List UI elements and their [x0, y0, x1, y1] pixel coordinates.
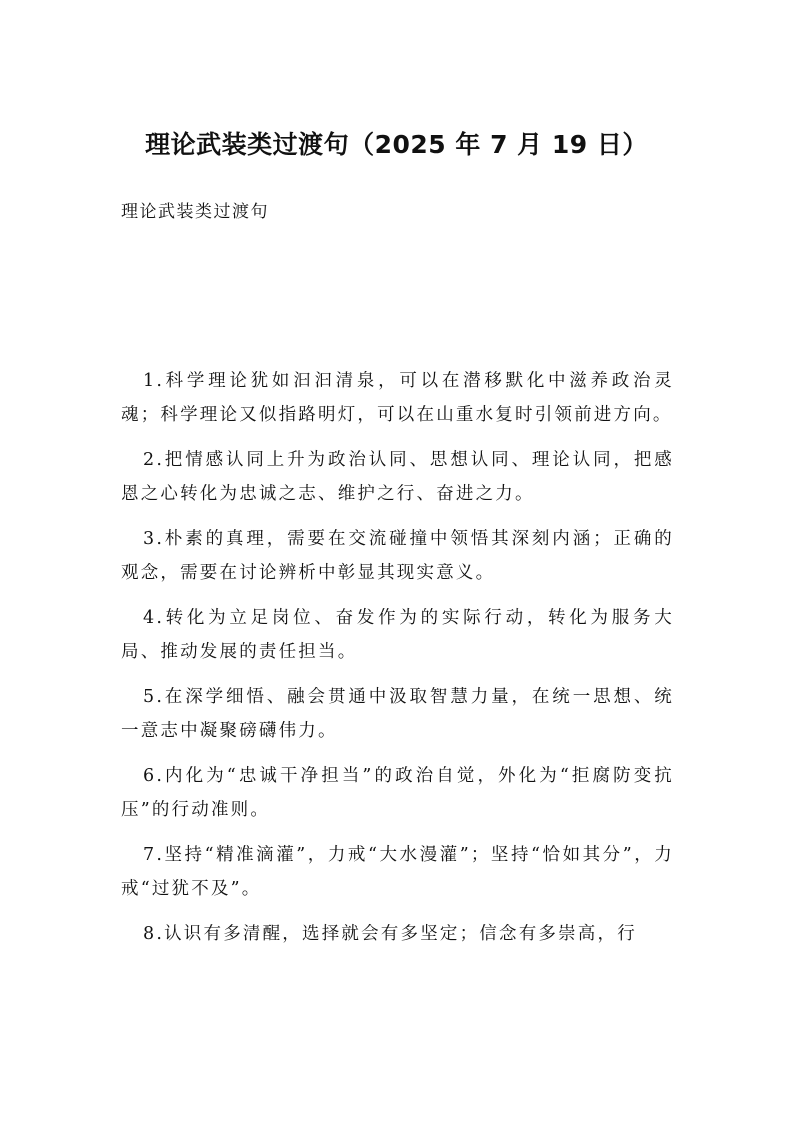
- page-title: 理论武装类过渡句（2025 年 7 月 19 日）: [145, 130, 648, 159]
- document-subtitle: 理论武装类过渡句: [121, 202, 269, 222]
- paragraph-3: 3.朴素的真理，需要在交流碰撞中领悟其深刻内涵；正确的观念，需要在讨论辨析中彰显其现实意义。: [121, 529, 674, 583]
- paragraph-8: 8.认识有多清醒，选择就会有多坚定；信念有多崇高，行: [143, 924, 637, 944]
- paragraph-6: 6.内化为“忠诚干净担当”的政治自觉，外化为“拒腐防变抗压”的行动准则。: [121, 766, 674, 820]
- paragraph-4: 4.转化为立足岗位、奋发作为的实际行动，转化为服务大局、推动发展的责任担当。: [121, 608, 674, 662]
- paragraph-1: 1.科学理论犹如汩汩清泉，可以在潜移默化中滋养政治灵魂；科学理论又似指路明灯，可以在山重水复时引领前进方向。: [121, 371, 674, 425]
- document-body: [121, 364, 674, 962]
- paragraph-5: 5.在深学细悟、融会贯通中汲取智慧力量，在统一思想、统一意志中凝聚磅礴伟力。: [121, 687, 674, 741]
- paragraph-2: 2.把情感认同上升为政治认同、思想认同、理论认同，把感恩之心转化为忠诚之志、维护之行、奋进之力。: [121, 450, 674, 504]
- paragraph-7: 7.坚持“精准滴灌”，力戒“大水漫灌”；坚持“恰如其分”，力戒“过犹不及”。: [121, 845, 674, 899]
